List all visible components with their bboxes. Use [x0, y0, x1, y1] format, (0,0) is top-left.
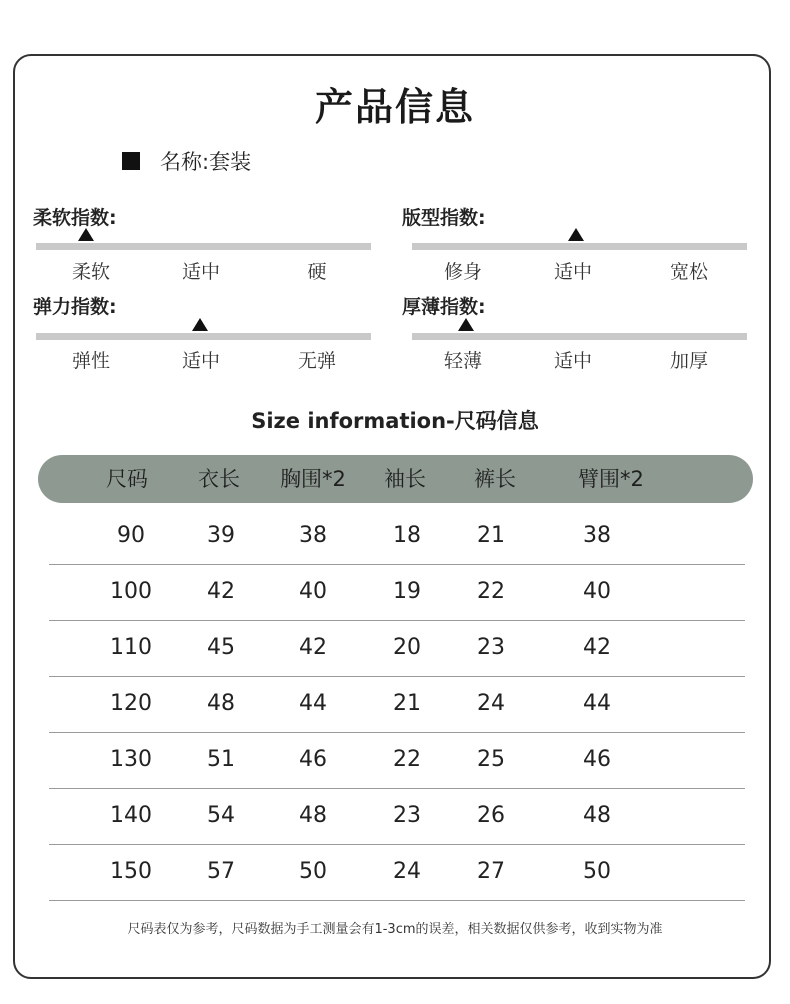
elasticity-marker [192, 318, 208, 331]
table-cell: 54 [207, 803, 235, 828]
elasticity-index-label: 弹力指数: [33, 296, 117, 318]
square-bullet-icon [122, 152, 140, 170]
table-cell: 24 [393, 859, 421, 884]
table-row [49, 732, 745, 788]
softness-tick-low: 柔软 [71, 261, 110, 283]
table-cell: 130 [110, 747, 152, 772]
table-cell: 42 [583, 635, 611, 660]
table-cell: 51 [207, 747, 235, 772]
fit-index-label: 版型指数: [402, 207, 486, 229]
table-cell: 57 [207, 859, 235, 884]
table-cell: 20 [393, 635, 421, 660]
table-cell: 44 [299, 691, 327, 716]
fit-tick-mid: 适中 [553, 261, 592, 283]
softness-scale-bar [36, 243, 371, 250]
fit-tick-low: 修身 [443, 261, 482, 283]
thickness-tick-high: 加厚 [669, 350, 708, 372]
table-cell: 22 [477, 579, 505, 604]
table-cell: 45 [207, 635, 235, 660]
elasticity-tick-mid: 适中 [181, 350, 220, 372]
fit-marker [568, 228, 584, 241]
size-table-title: Size information-尺码信息 [251, 409, 539, 433]
table-cell: 21 [393, 691, 421, 716]
table-row [49, 508, 745, 564]
table-cell: 46 [583, 747, 611, 772]
thickness-tick-mid: 适中 [553, 350, 592, 372]
table-cell: 39 [207, 523, 235, 548]
table-cell: 18 [393, 523, 421, 548]
table-cell: 120 [110, 691, 152, 716]
table-cell: 40 [299, 579, 327, 604]
table-cell: 26 [477, 803, 505, 828]
table-cell: 23 [477, 635, 505, 660]
table-row [49, 788, 745, 844]
thickness-scale-bar [412, 333, 747, 340]
header-size: 尺码 [106, 467, 148, 491]
table-cell: 25 [477, 747, 505, 772]
thickness-marker [458, 318, 474, 331]
elasticity-scale-bar [36, 333, 371, 340]
table-cell: 42 [299, 635, 327, 660]
table-cell: 19 [393, 579, 421, 604]
table-cell: 140 [110, 803, 152, 828]
softness-marker [78, 228, 94, 241]
header-sleeve: 袖长 [384, 467, 426, 491]
table-cell: 40 [583, 579, 611, 604]
table-cell: 48 [299, 803, 327, 828]
header-pants: 裤长 [474, 467, 516, 491]
table-cell: 23 [393, 803, 421, 828]
table-cell: 100 [110, 579, 152, 604]
thickness-tick-low: 轻薄 [443, 350, 482, 372]
table-row [49, 564, 745, 620]
product-name-row [122, 146, 251, 176]
row-divider [49, 900, 745, 901]
table-row [49, 844, 745, 900]
table-row [49, 620, 745, 676]
table-cell: 21 [477, 523, 505, 548]
table-cell: 44 [583, 691, 611, 716]
softness-tick-mid: 适中 [181, 261, 220, 283]
softness-index-label: 柔软指数: [33, 207, 117, 229]
header-arm: 臂围*2 [578, 467, 644, 491]
elasticity-tick-low: 弹性 [71, 350, 110, 372]
table-cell: 42 [207, 579, 235, 604]
table-cell: 27 [477, 859, 505, 884]
page-title: 产品信息 [314, 85, 475, 129]
fit-tick-high: 宽松 [669, 261, 708, 283]
product-name: 名称:套装 [160, 150, 252, 174]
softness-tick-high: 硬 [307, 261, 327, 283]
elasticity-tick-high: 无弹 [297, 350, 336, 372]
table-cell: 50 [583, 859, 611, 884]
thickness-index-label: 厚薄指数: [402, 296, 486, 318]
header-chest: 胸围*2 [280, 467, 346, 491]
table-cell: 150 [110, 859, 152, 884]
measurement-note: 尺码表仅为参考，尺码数据为手工测量会有1-3cm的误差，相关数据仅供参考，收到实物为准 [127, 922, 663, 937]
table-row [49, 676, 745, 732]
table-cell: 110 [110, 635, 152, 660]
table-cell: 24 [477, 691, 505, 716]
table-cell: 48 [583, 803, 611, 828]
fit-scale-bar [412, 243, 747, 250]
table-cell: 50 [299, 859, 327, 884]
table-cell: 38 [583, 523, 611, 548]
size-table-header [38, 455, 753, 503]
header-length: 衣长 [198, 467, 240, 491]
table-cell: 38 [299, 523, 327, 548]
table-cell: 46 [299, 747, 327, 772]
table-cell: 48 [207, 691, 235, 716]
table-cell: 22 [393, 747, 421, 772]
table-cell: 90 [117, 523, 145, 548]
